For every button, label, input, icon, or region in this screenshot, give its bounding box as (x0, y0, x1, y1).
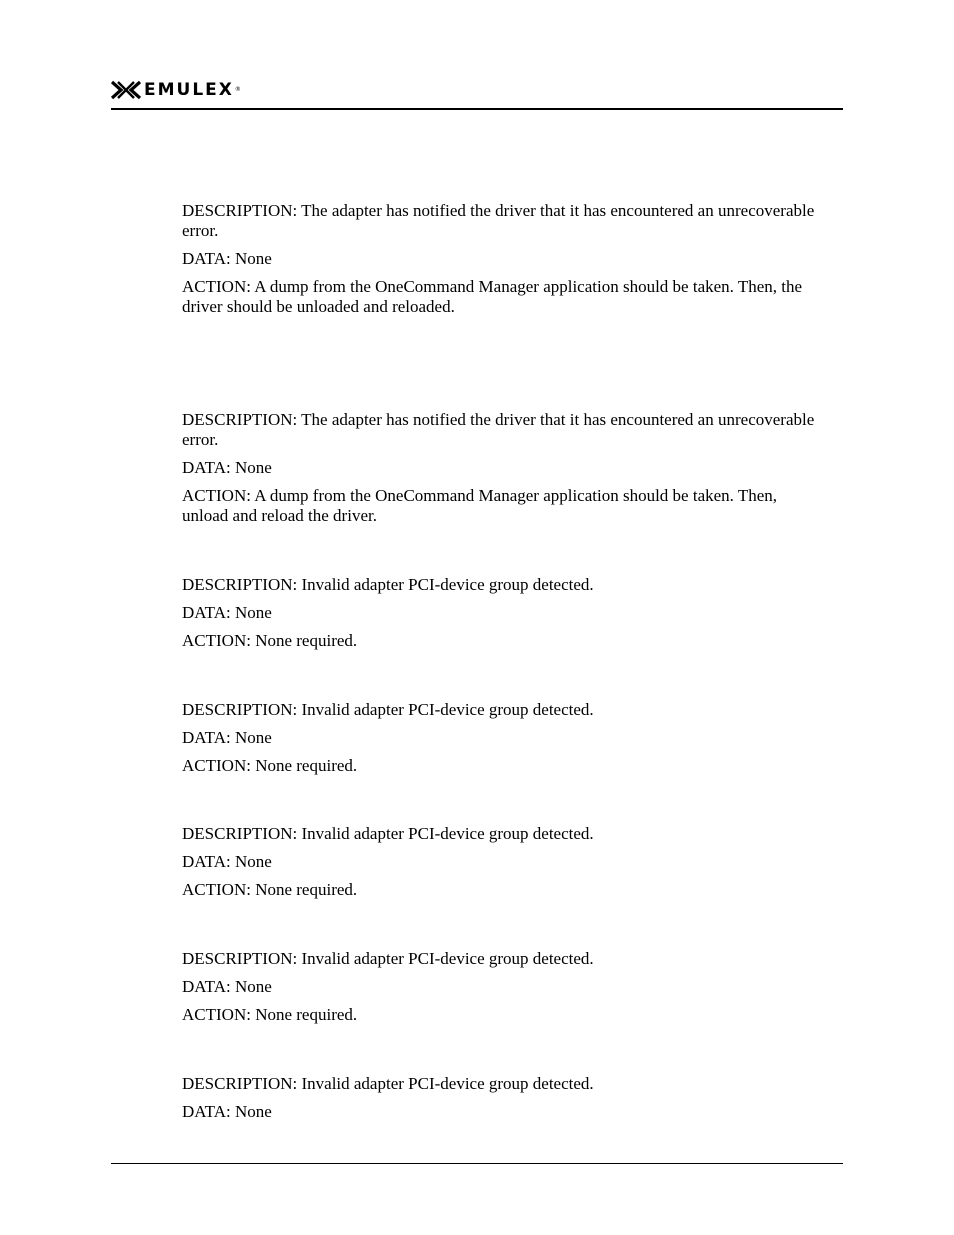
entry-data: DATA: None (182, 249, 272, 268)
entry-data: DATA: None (182, 1102, 272, 1121)
entry-action: ACTION: A dump from the OneCommand Manager application should be taken. Then, unload and reload the driver. (182, 486, 778, 525)
entry-description: DESCRIPTION: Invalid adapter PCI-device group detected. (182, 824, 594, 843)
trademark-mark: ® (234, 86, 241, 93)
emulex-logo-icon (111, 80, 141, 100)
log-entry (182, 410, 822, 526)
page-header (111, 78, 843, 110)
entry-action: ACTION: None required. (182, 880, 358, 899)
entry-description: DESCRIPTION: Invalid adapter PCI-device group detected. (182, 700, 594, 719)
entry-description: DESCRIPTION: Invalid adapter PCI-device group detected. (182, 1074, 594, 1093)
entry-data: DATA: None (182, 852, 272, 871)
entry-data: DATA: None (182, 458, 272, 477)
entry-description: DESCRIPTION: Invalid adapter PCI-device group detected. (182, 575, 594, 594)
log-entry (182, 201, 822, 317)
entry-action: ACTION: A dump from the OneCommand Manager application should be taken. Then, the driver should be unloaded and reloaded. (182, 277, 803, 316)
entry-action: ACTION: None required. (182, 631, 358, 650)
log-entry (182, 1074, 822, 1122)
entry-data: DATA: None (182, 603, 272, 622)
entry-data: DATA: None (182, 728, 272, 747)
log-entry (182, 949, 822, 1025)
entry-action: ACTION: None required. (182, 756, 358, 775)
header-rule (111, 108, 843, 110)
entry-description: DESCRIPTION: The adapter has notified the driver that it has encountered an unrecoverable error. (182, 410, 815, 449)
log-entry (182, 824, 822, 900)
entry-data: DATA: None (182, 977, 272, 996)
entry-description: DESCRIPTION: Invalid adapter PCI-device group detected. (182, 949, 594, 968)
entry-description: DESCRIPTION: The adapter has notified the driver that it has encountered an unrecoverable error. (182, 201, 815, 240)
log-entry (182, 575, 822, 651)
log-entry (182, 700, 822, 776)
footer-rule (111, 1163, 843, 1164)
entry-action: ACTION: None required. (182, 1005, 358, 1024)
brand-name: EMULEX (144, 80, 234, 100)
emulex-logo (111, 78, 241, 102)
